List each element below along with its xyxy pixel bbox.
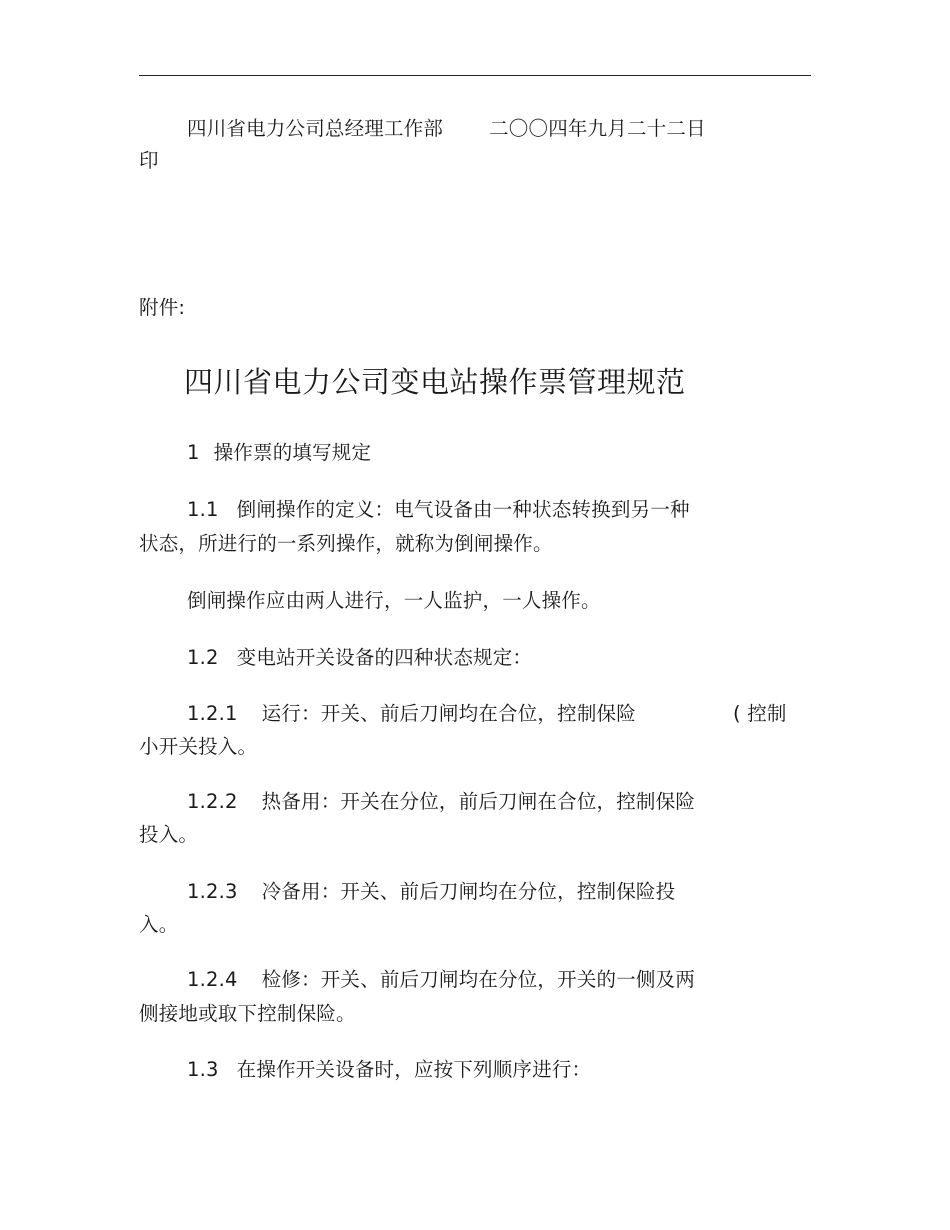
section-text: 运行：开关、前后刀闸均在合位，控制保险 (261, 702, 636, 725)
section-1-2-1-line1-tail: ( 控制 (733, 702, 787, 725)
page-title: 四川省电力公司变电站操作票管理规范 (184, 365, 686, 399)
section-1-2-2-line1 (187, 790, 695, 814)
section-1-1-para2: 倒闸操作应由两人进行，一人监护，一人操作。 (187, 589, 601, 612)
section-1-1-line1 (187, 498, 690, 522)
issue-date: 二〇〇四年九月二十二日 (489, 117, 706, 140)
section-1-2-3-line2: 入。 (139, 913, 179, 936)
section-1-1-line2: 状态，所进行的一系列操作，就称为倒闸操作。 (139, 532, 553, 555)
section-text: 在操作开关设备时，应按下列顺序进行： (236, 1058, 592, 1081)
section-1-2-4-line2: 侧接地或取下控制保险。 (139, 1002, 356, 1025)
attachment-label: 附件: (139, 296, 186, 319)
top-rule (139, 75, 811, 76)
section-text: 检修：开关、前后刀闸均在分位，开关的一侧及两 (261, 968, 696, 991)
section-text: 操作票的填写规定 (213, 441, 372, 464)
header-line (187, 117, 706, 141)
issuer-text: 四川省电力公司总经理工作部 (187, 117, 444, 140)
section-text: 倒闸操作的定义：电气设备由一种状态转换到另一种 (236, 498, 690, 521)
section-1-2-1-line1 (187, 702, 636, 726)
section-1-2-3-line1 (187, 880, 675, 904)
section-number: 1.2.3 (187, 880, 238, 903)
section-1-2-2-line2: 投入。 (139, 823, 199, 846)
section-1-2-4-line1 (187, 968, 695, 992)
section-number: 1.2.4 (187, 968, 238, 991)
section-number: 1.2 (187, 646, 219, 669)
section-number: 1.1 (187, 498, 219, 521)
section-number: 1.3 (187, 1058, 219, 1081)
seal-text: 印 (139, 149, 159, 172)
section-text: 变电站开关设备的四种状态规定： (236, 646, 533, 669)
section-number: 1 (187, 441, 200, 464)
section-1-heading (187, 441, 371, 465)
section-number: 1.2.1 (187, 702, 238, 725)
section-text: 冷备用：开关、前后刀闸均在分位，控制保险投 (261, 880, 676, 903)
section-number: 1.2.2 (187, 790, 238, 813)
section-1-2-heading (187, 646, 532, 670)
section-text: 热备用：开关在分位，前后刀闸在合位，控制保险 (261, 790, 696, 813)
section-1-3-heading (187, 1058, 591, 1082)
section-1-2-1-line2: 小开关投入。 (139, 735, 258, 758)
